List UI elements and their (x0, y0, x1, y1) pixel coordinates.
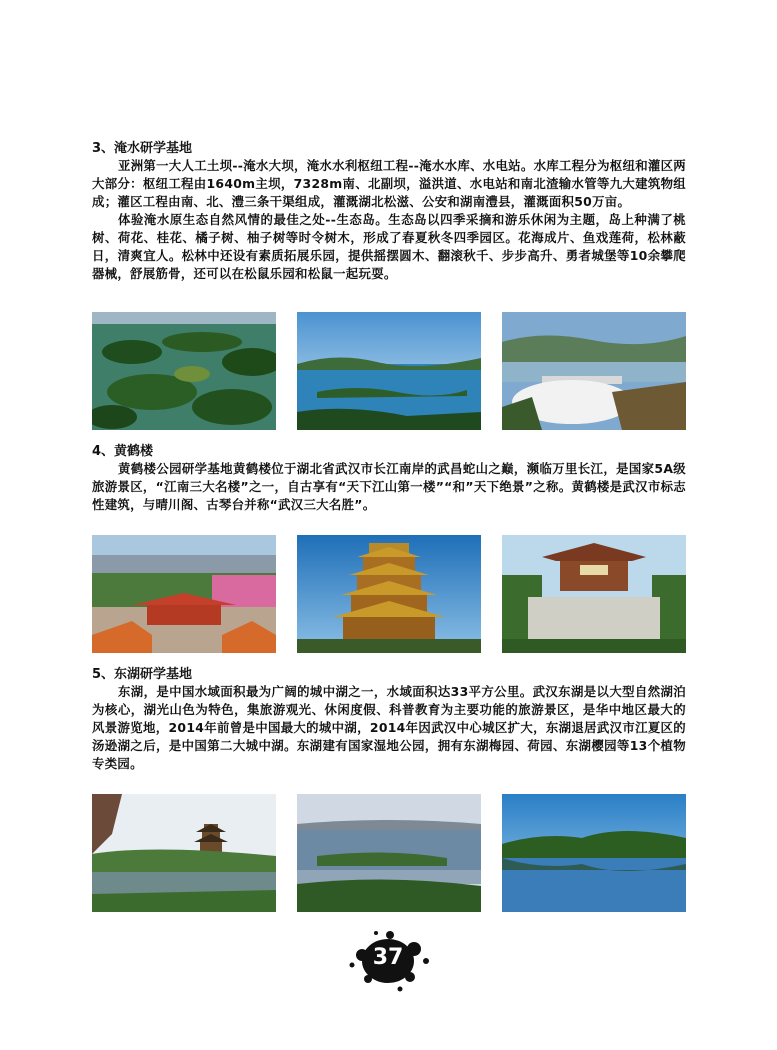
yellow-crane-tower-photo (297, 535, 481, 653)
city-gate-photo (92, 535, 276, 653)
page-number: 37 (372, 945, 404, 970)
photo-row-3 (92, 794, 686, 912)
pagoda-garden-photo (92, 794, 276, 912)
lake-islands-photo (92, 312, 276, 430)
photo-row-2 (92, 535, 686, 653)
lake-reflection-photo (502, 794, 686, 912)
section-danjiang (92, 140, 686, 283)
page-number-badge (340, 925, 436, 995)
pavilion-plaque-photo (502, 535, 686, 653)
section-title: 4、黄鹤楼 (92, 444, 154, 459)
section-yellow-crane-tower (92, 443, 686, 514)
lake-shore-photo (297, 794, 481, 912)
reservoir-photo (297, 312, 481, 430)
section-title: 3、淹水研学基地 (92, 141, 193, 156)
section-title: 5、东湖研学基地 (92, 667, 193, 682)
section-east-lake (92, 666, 686, 773)
paragraph: 黄鹤楼公园研学基地黄鹤楼位于湖北省武汉市长江南岸的武昌蛇山之巅，濒临万里长江，是国家5A级旅游景区，“江南三大名楼”之一，自古享有“天下江山第一楼”“和”天下绝景”之称。黄鹤楼是武汉市标志性建筑，与晴川阁、古琴台并称“武汉三大名胜”。 (92, 461, 686, 512)
paragraph: 亚洲第一大人工土坝--淹水大坝，淹水水利枢纽工程--淹水水库、水电站。水库工程分为枢纽和灌区两大部分：枢纽工程由1640m主坝，7328m南、北副坝，溢洪道、水电站和南北渣输水管等九大建筑物组成；灌区工程由南、北、澧三条干渠组成，灌溉湖北松滋、公安和湖南澧县，灌溉面积50万亩。 (92, 158, 686, 209)
photo-row-1 (92, 312, 686, 430)
paragraph: 东湖，是中国水域面积最为广阔的城中湖之一，水域面积达33平方公里。武汉东湖是以大型自然湖泊为核心，湖光山色为特色，集旅游观光、休闲度假、科普教育为主要功能的旅游景区，是华中地区最大的风景游览地，2014年前曾是中国最大的城中湖，2014年因武汉中心城区扩大，东湖退居武汉市江夏区的汤逊湖之后，是中国第二大城中湖。东湖建有国家湿地公园，拥有东湖梅园、荷园、东湖樱园等13个植物专类园。 (92, 684, 686, 771)
dam-spillway-photo (502, 312, 686, 430)
paragraph: 体验淹水原生态自然风情的最佳之处--生态岛。生态岛以四季采摘和游乐休闲为主题，岛上种满了桃树、荷花、桂花、橘子树、柚子树等时令树木，形成了春夏秋冬四季园区。花海成片、鱼戏莲荷，松林蔽日，清爽宜人。松林中还设有素质拓展乐园，提供摇摆圆木、翻滚秋千、步步高升、勇者城堡等10余攀爬器械，舒展筋骨，还可以在松鼠乐园和松鼠一起玩耍。 (92, 212, 686, 281)
